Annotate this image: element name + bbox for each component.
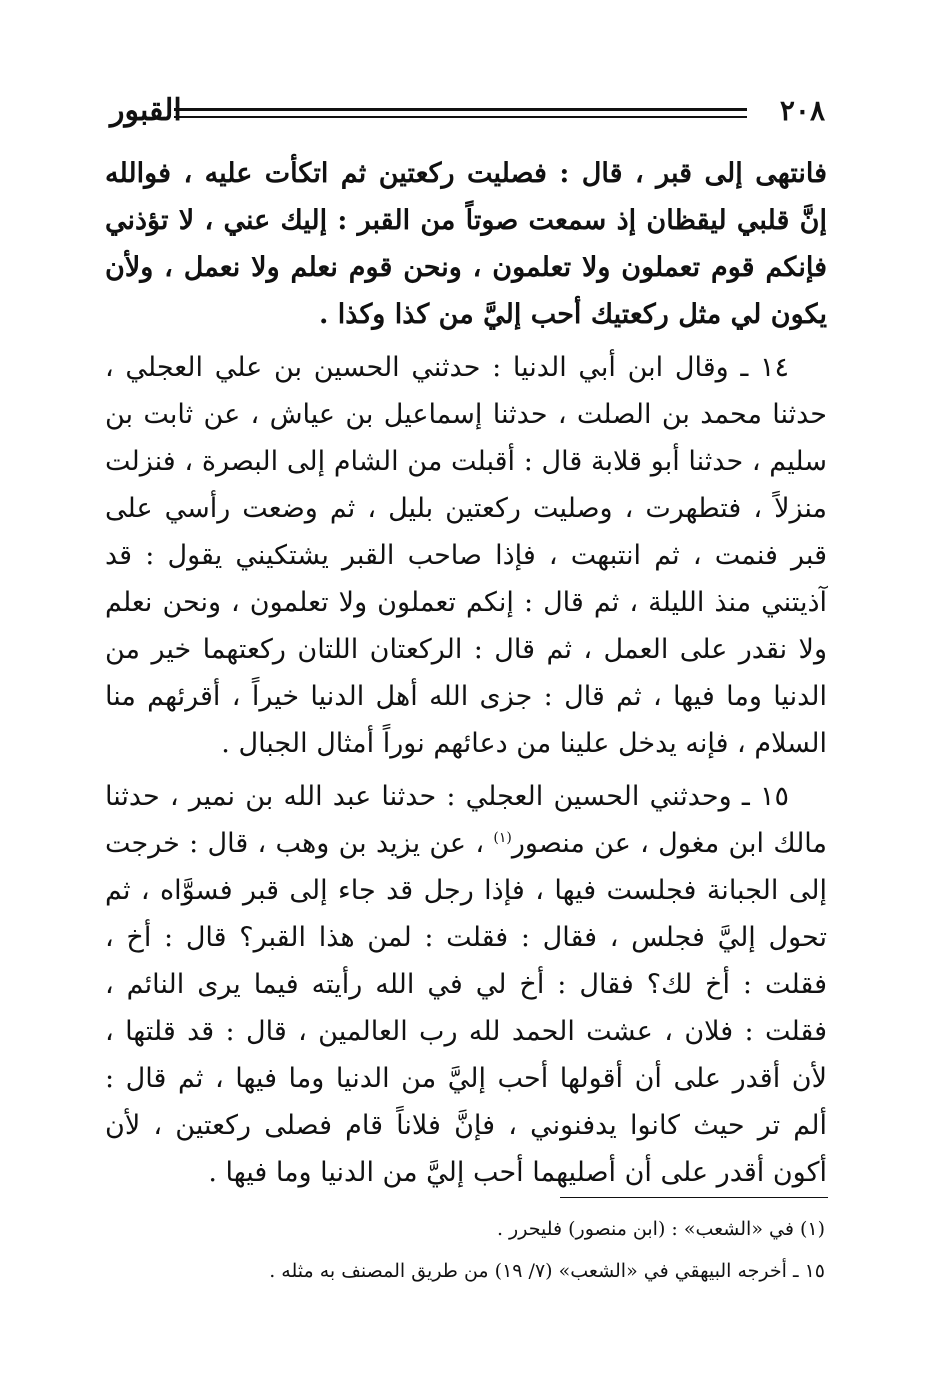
footnote-marker[interactable]: (١)	[493, 830, 512, 846]
paragraph-15	[105, 773, 827, 1196]
footnote-takhrij-15: ١٥ ـ أخرجه البيهقي في «الشعب» (٧/ ١٩) من طريق المصنف به مثله .	[269, 1260, 825, 1282]
running-title: القبور	[110, 93, 182, 128]
paragraph-number: ١٤ ـ	[740, 352, 789, 383]
paragraph-text-part-1: وحدثني الحسين العجلي : حدثنا عبد الله بن نمير ، حدثنا مالك ابن مغول ، عن منصور	[105, 781, 827, 859]
footnotes	[105, 1208, 825, 1292]
paragraph-continuation	[105, 150, 827, 338]
paragraph-text: فانتهى إلى قبر ، قال : فصليت ركعتين ثم اتكأت عليه ، فوالله إنَّ قلبي ليقظان إذ سمعت صوتاً من القبر : إليك عني ، لا تؤذني فإنكم قوم تعملون ولا تعلمون ، ونحن قوم نعلم ولا نعمل ، ولأن يكون لي مثل ركعتيك أحب إليَّ من كذا وكذا .	[105, 158, 827, 330]
page-header	[110, 88, 825, 138]
footnote-1: (١) في «الشعب» : (ابن منصور) فليحرر .	[496, 1218, 825, 1240]
paragraph-text-part-2: ، عن يزيد بن وهب ، قال : خرجت إلى الجبانة فجلست فيها ، فإذا رجل قد جاء إلى قبر فسوَّاه ، ثم تحول إليَّ فجلس ، فقال : فقلت : لمن هذا القبر؟ قال : أخ ، فقلت : أخ لك؟ فقال : أخ لي في الله رأيته فيما يرى النائم ، فقلت : فلان ، عشت الحمد لله رب العالمين ، قال : قد قلتها ، لأن أقدر على أن أقولها أحب إليَّ من الدنيا وما فيها ، ثم قال : ألم تر حيث كانوا يدفنوني ، فإنَّ فلاناً قام فصلى ركعتين ، لأن أكون أقدر على أن أصليهما أحب إليَّ من الدنيا وما فيها .	[105, 828, 827, 1188]
header-rule-top	[174, 108, 747, 111]
main-text	[105, 150, 827, 1202]
page-number: ٢٠٨	[779, 94, 825, 127]
paragraph-14	[105, 344, 827, 767]
paragraph-text: وقال ابن أبي الدنيا : حدثني الحسين بن علي العجلي ، حدثنا محمد بن الصلت ، حدثنا إسماعيل بن عياش ، عن ثابت بن سليم ، حدثنا أبو قلابة قال : أقبلت من الشام إلى البصرة ، فنزلت منزلاً ، فتطهرت ، وصليت ركعتين بليل ، ثم وضعت رأسي على قبر فنمت ، ثم انتبهت ، فإذا صاحب القبر يشتكيني يقول : قد آذيتني منذ الليلة ، ثم قال : إنكم تعملون ولا تعلمون ، ونحن نعلم ولا نقدر على العمل ، ثم قال : الركعتان اللتان ركعتهما خير من الدنيا وما فيها ، ثم قال : جزى الله أهل الدنيا خيراً ، أقرئهم منا السلام ، فإنه يدخل علينا من دعائهم نوراً أمثال الجبال .	[105, 352, 827, 759]
footnote-separator	[560, 1197, 828, 1198]
paragraph-number: ١٥ ـ	[741, 781, 789, 812]
header-rule-bottom	[174, 116, 747, 118]
